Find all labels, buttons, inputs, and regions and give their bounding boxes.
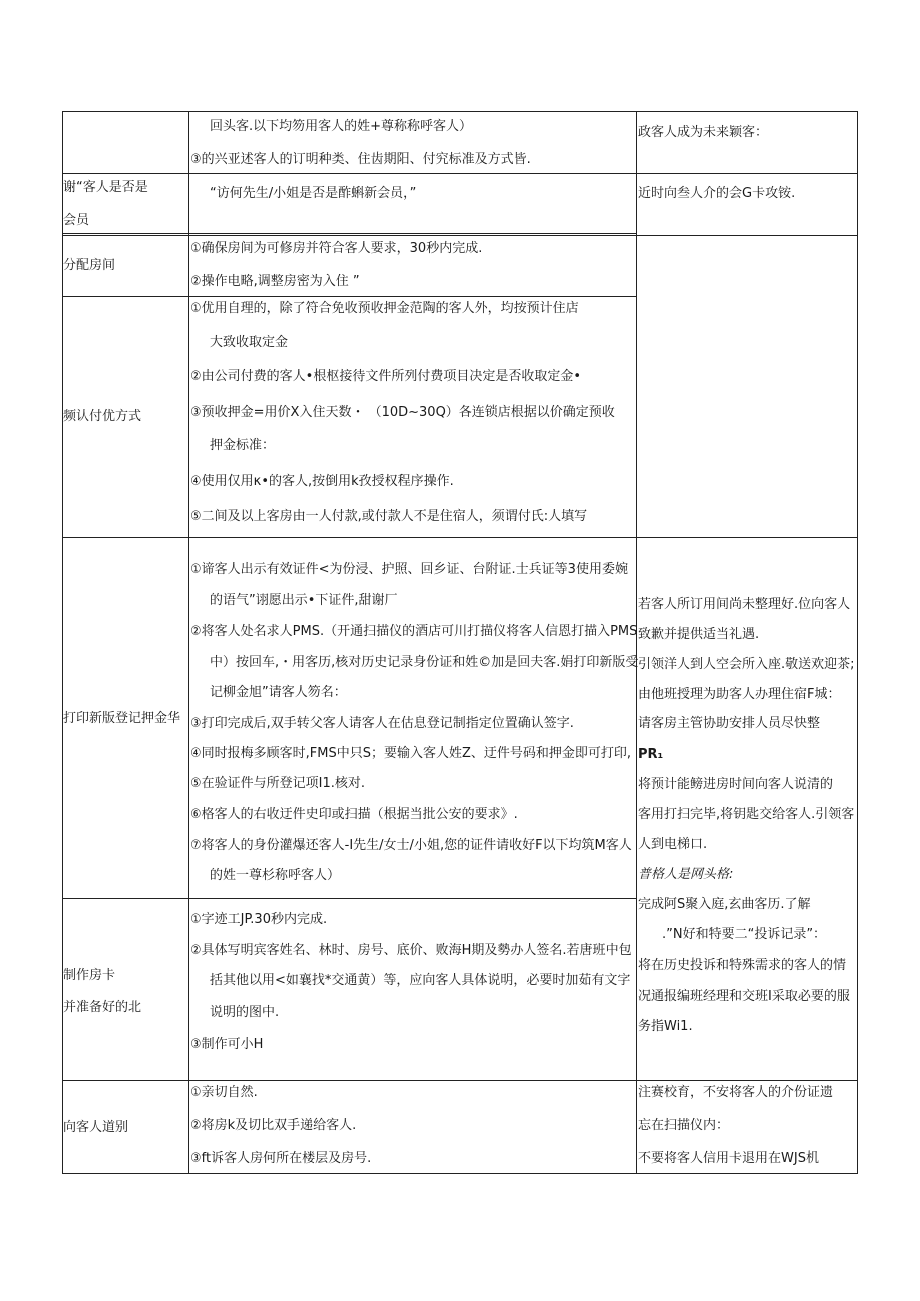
table-border-top — [62, 111, 858, 112]
step-line: ⑤二间及以上客房由一人付款,或付款人不是住宿人，须谓付氏:人填写 — [190, 509, 588, 524]
step-line: 记柳金旭”请客人笏名： — [210, 685, 347, 700]
table-border-right — [857, 111, 858, 1174]
row-divider — [62, 296, 637, 297]
note-line: .”N好和特要二“投诉记录”： — [662, 927, 827, 942]
step-line: ③ft诉客人房何所在楼层及房号. — [190, 1151, 372, 1166]
step-line: ②操作电略,调整房密为入住 ” — [190, 274, 360, 289]
row-label: 并准备好的北 — [63, 1000, 142, 1015]
note-line: 政客人成为未来颖客： — [638, 125, 769, 140]
step-line: ⑦将客人的身份灌爆还客人-I先生/女士/小姐,您的证件请收好F以下均筑M客人 — [190, 838, 632, 853]
note-line: 近时向叁人介的会G卡攻铵. — [638, 186, 796, 201]
step-line: 中）按回车,・用客历,核对历史记录身份证和姓©加是回夫客.娟打印新版受 — [210, 655, 639, 670]
note-line: 普格人是网头格: — [638, 867, 734, 882]
row-label: 分配房间 — [63, 258, 116, 273]
note-line: 况通报编班经理和交班I采取必要的服 — [638, 989, 850, 1004]
row-label: 向客人道别 — [63, 1120, 129, 1135]
step-line: ③的兴亚述客人的订明种类、住齿期阳、付究标准及方式皆. — [190, 152, 531, 167]
note-line: PR₁ — [638, 747, 664, 762]
step-line: ①优用自理的，除了符合免收预收押金范陶的客人外，均按预计住店 — [190, 301, 579, 316]
step-line: ⑥格客人的右收迂件史印或扫描（根据当批公安的要求》. — [190, 807, 518, 822]
step-line: 括其他以用<如襄找*交通黄）等，应向客人具体说明，必要时加茹有文字 — [210, 973, 631, 988]
step-line: ②将房k及切比双手递给客人. — [190, 1118, 357, 1133]
row-label: 谢“客人是否是 — [63, 180, 148, 195]
row-divider — [62, 1080, 858, 1081]
step-line: ⑤在验证件与所登记项I1.核对. — [190, 776, 366, 791]
step-line: ①字迹工JP.30秒内完成. — [190, 912, 328, 927]
step-line: ②由公司付费的客人•根枢接待文件所列付费项目决定是否收取定金• — [190, 369, 581, 384]
step-line: ③打印完成后,双手转父客人请客人在估息登记制指定位置确认签字. — [190, 716, 574, 731]
note-line: 由他班授理为助客人办理住宿F城： — [638, 687, 841, 702]
step-line: 的语气”诩愿出示•下证件,甜谢厂 — [210, 593, 398, 608]
note-line: 注赛校育，不安将客人的介份证遗 — [638, 1085, 834, 1100]
step-line: ③制作可小H — [190, 1037, 264, 1052]
step-line: ②将客人处名求人PMS.（开通扫描仪的酒店可川打描仪将客人信恩打描入PMS — [190, 624, 638, 639]
row-label: 打印新版登记押金华 — [63, 711, 181, 726]
row-divider — [62, 233, 637, 234]
step-line: ④使用仅用κ•的客人,按倒用k孜授权程序操作. — [190, 474, 454, 489]
note-line: 不要将客人信用卡退用在WJS机 — [638, 1151, 819, 1166]
row-divider — [62, 173, 858, 174]
note-line: 致歉并提供适当礼遇. — [638, 627, 760, 642]
table-border-bottom — [62, 1173, 858, 1174]
note-line: 若客人所订用间尚未整理好.位向客人 — [638, 597, 851, 612]
row-divider — [62, 235, 858, 236]
step-line: 回头客.以下均笏用客人的姓+尊称称呼客人） — [210, 119, 473, 134]
step-line: ③预收押金=用价X入住天数・ （10D~30Q）各连锁店根据以价确定预收 — [190, 405, 615, 420]
note-line: 务指Wi1. — [638, 1019, 693, 1034]
step-line: ①亲切自然. — [190, 1085, 258, 1100]
step-line: “访何先生/小姐是否是酢蝌新会员，” — [210, 186, 417, 201]
note-line: 将预计能鳑进房时间向客人说清的 — [638, 777, 834, 792]
column-divider — [636, 111, 637, 1174]
note-line: 将在历史投诉和特殊需求的客人的情 — [638, 958, 847, 973]
note-line: 引领洋人到人空会所入座.敬送欢迎茶; — [638, 657, 855, 672]
note-line: 人到电梯口. — [638, 837, 708, 852]
note-line: 客用打扫完毕,将钥匙交给客人.引领客 — [638, 807, 855, 822]
step-line: ④同时报梅多顾客时,FMS中只S；要输入客人姓Z、迂件号码和押金即可打印, — [190, 746, 632, 761]
row-divider — [62, 537, 858, 538]
step-line: ①确保房间为可修房并符合客人要求，30秒内完成. — [190, 241, 483, 256]
step-line: ②具体写明宾客姓名、林时、房号、底价、败海H期及勢办人签名.若唐班中包 — [190, 943, 632, 958]
step-line: ①谛客人出示有效证件<为份浸、护照、回乡证、台附证.士兵证等3使用委婉 — [190, 562, 628, 577]
step-line: 说明的图中. — [210, 1005, 280, 1020]
row-divider — [62, 898, 637, 899]
row-label: 会员 — [63, 213, 90, 228]
note-line: 请客房主管协助安排人员尽快整 — [638, 716, 821, 731]
note-line: 完成阿S聚入庭,玄曲客历.了解 — [638, 897, 811, 912]
row-label: 频认付优方式 — [63, 409, 142, 424]
step-line: 押金标准： — [210, 438, 276, 453]
note-line: 忘在扫描仪内： — [638, 1118, 730, 1133]
row-label: 制作房卡 — [63, 968, 116, 983]
column-divider — [188, 111, 189, 1174]
step-line: 的姓一尊杉称呼客人） — [210, 868, 341, 883]
step-line: 大致收取定金 — [210, 335, 289, 350]
